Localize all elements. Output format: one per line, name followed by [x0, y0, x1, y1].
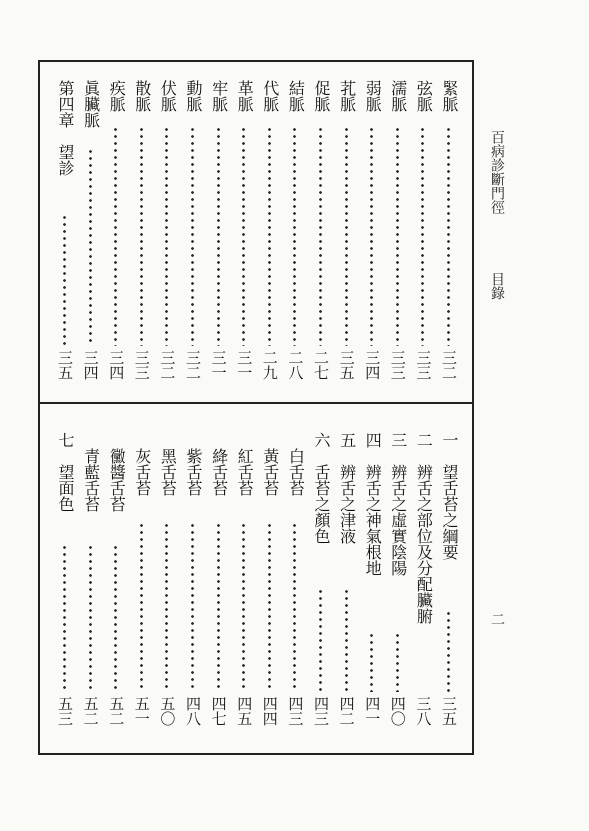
- toc-leader-dots: [182, 522, 204, 692]
- toc-entry-page: 四五: [235, 696, 254, 726]
- toc-leader-dots: [412, 126, 434, 346]
- toc-entry-title: 黃舌苔: [260, 432, 280, 496]
- toc-entry-title: 疾脈: [107, 80, 127, 112]
- toc-entry-title: 灰舌苔: [132, 432, 152, 496]
- toc-leader-dots: [233, 522, 255, 692]
- toc-entry-title: 白舌苔: [286, 432, 306, 496]
- toc-leader-dots: [284, 522, 306, 692]
- toc-entry-page: 四七: [209, 696, 228, 726]
- section-divider: [38, 402, 474, 404]
- toc-leader-dots: [54, 214, 76, 346]
- toc-leader-dots: [310, 588, 332, 692]
- toc-entry-page: 四三: [286, 696, 305, 726]
- toc-entry-page: 三二: [184, 350, 202, 380]
- toc-entry-title: 二 辨舌之部位及分配臟腑: [414, 432, 434, 624]
- toc-entry-page: 五二: [81, 696, 100, 726]
- toc-entry-page: 二八: [286, 350, 305, 380]
- toc-entry-page: 三三: [414, 350, 433, 380]
- toc-leader-dots: [387, 632, 409, 692]
- toc-entry-page: 三三: [132, 350, 151, 380]
- toc-entry-page: 五二: [107, 696, 126, 726]
- toc-leader-dots: [361, 126, 383, 346]
- toc-entry-page: 三八: [414, 696, 433, 726]
- toc-entry-page: 三五: [337, 350, 356, 380]
- toc-leader-dots: [438, 126, 460, 346]
- toc-leader-dots: [131, 522, 153, 692]
- toc-entry-title: 黴醬舌苔: [107, 432, 127, 512]
- toc-entry-title: 動脈: [184, 80, 203, 112]
- toc-leader-dots: [259, 522, 281, 692]
- toc-entry-page: 五三: [56, 696, 74, 726]
- toc-leader-dots: [336, 126, 358, 346]
- toc-entry-page: 三五: [56, 350, 74, 380]
- toc-entry-title: 青藍舌苔: [81, 432, 101, 512]
- toc-leader-dots: [105, 544, 127, 692]
- toc-entry-title: 一 望舌苔之綱要: [440, 432, 459, 560]
- toc-leader-dots: [387, 126, 409, 346]
- toc-entry-page: 四〇: [388, 696, 407, 726]
- toc-entry-page: 四一: [363, 696, 382, 726]
- toc-leader-dots: [233, 126, 255, 346]
- toc-entry-page: 二七: [312, 350, 330, 380]
- toc-leader-dots: [284, 126, 306, 346]
- toc-leader-dots: [310, 126, 332, 346]
- toc-entry-page: 五〇: [158, 696, 177, 726]
- toc-entry-page: 四三: [312, 696, 330, 726]
- toc-entry-title: 牢脈: [209, 80, 229, 112]
- toc-entry-title: 散脈: [132, 80, 152, 112]
- toc-leader-dots: [361, 632, 383, 692]
- page-number: 二: [489, 612, 505, 626]
- toc-leader-dots: [259, 126, 281, 346]
- toc-leader-dots: [80, 148, 102, 346]
- toc-entry-title: 弱脈: [363, 80, 383, 112]
- toc-entry-page: 三四: [363, 350, 382, 380]
- toc-entry-title: 絳舌苔: [209, 432, 229, 496]
- toc-entry-title: 第四章 望診: [56, 80, 75, 176]
- toc-entry-title: 黑舌苔: [158, 432, 178, 496]
- toc-entry-page: 二九: [260, 350, 279, 380]
- toc-leader-dots: [182, 126, 204, 346]
- toc-entry-title: 革脈: [235, 80, 255, 112]
- toc-leader-dots: [336, 588, 358, 692]
- toc-entry-title: 芤脈: [337, 80, 357, 112]
- toc-entry-page: 五一: [132, 696, 151, 726]
- toc-entry-title: 伏脈: [158, 80, 178, 112]
- toc-leader-dots: [156, 522, 178, 692]
- toc-entry-title: 結脈: [286, 80, 306, 112]
- toc-leader-dots: [54, 544, 76, 692]
- toc-leader-dots: [208, 522, 230, 692]
- toc-entry-page: 三一: [235, 350, 254, 380]
- toc-leader-dots: [438, 610, 460, 692]
- toc-entry-page: 三三: [388, 350, 407, 380]
- toc-entry-page: 三四: [107, 350, 126, 380]
- toc-entry-title: 七 望面色: [56, 432, 75, 512]
- toc-entry-page: 三一: [209, 350, 228, 380]
- toc-entry-title: 紅舌苔: [235, 432, 255, 496]
- toc-entry-page: 三二: [158, 350, 177, 380]
- toc-leader-dots: [80, 544, 102, 692]
- toc-leader-dots: [156, 126, 178, 346]
- toc-entry-title: 三 辨舌之虛實陰陽: [388, 432, 408, 576]
- toc-entry-title: 緊脈: [440, 80, 459, 112]
- toc-entry-title: 促脈: [312, 80, 331, 112]
- toc-entry-title: 四 辨舌之神氣根地: [363, 432, 383, 576]
- toc-entry-title: 紫舌苔: [184, 432, 203, 496]
- toc-leader-dots: [131, 126, 153, 346]
- toc-leader-dots: [105, 126, 127, 346]
- toc-entry-title: 代脈: [260, 80, 280, 112]
- toc-entry-page: 四二: [337, 696, 356, 726]
- book-title: 百病診斷門徑: [489, 130, 505, 214]
- toc-leader-dots: [208, 126, 230, 346]
- toc-entry-page: 三二: [440, 350, 458, 380]
- toc-entry-page: 三四: [81, 350, 100, 380]
- toc-entry-title: 眞臟脈: [81, 80, 101, 128]
- toc-entry-title: 五 辨舌之津液: [337, 432, 357, 544]
- section-label: 目錄: [489, 272, 505, 300]
- toc-entry-title: 六 舌苔之顏色: [312, 432, 331, 544]
- toc-entry-title: 弦脈: [414, 80, 434, 112]
- toc-entry-page: 四八: [184, 696, 202, 726]
- toc-entry-page: 三五: [440, 696, 458, 726]
- toc-entry-page: 四四: [260, 696, 279, 726]
- toc-entry-title: 濡脈: [388, 80, 408, 112]
